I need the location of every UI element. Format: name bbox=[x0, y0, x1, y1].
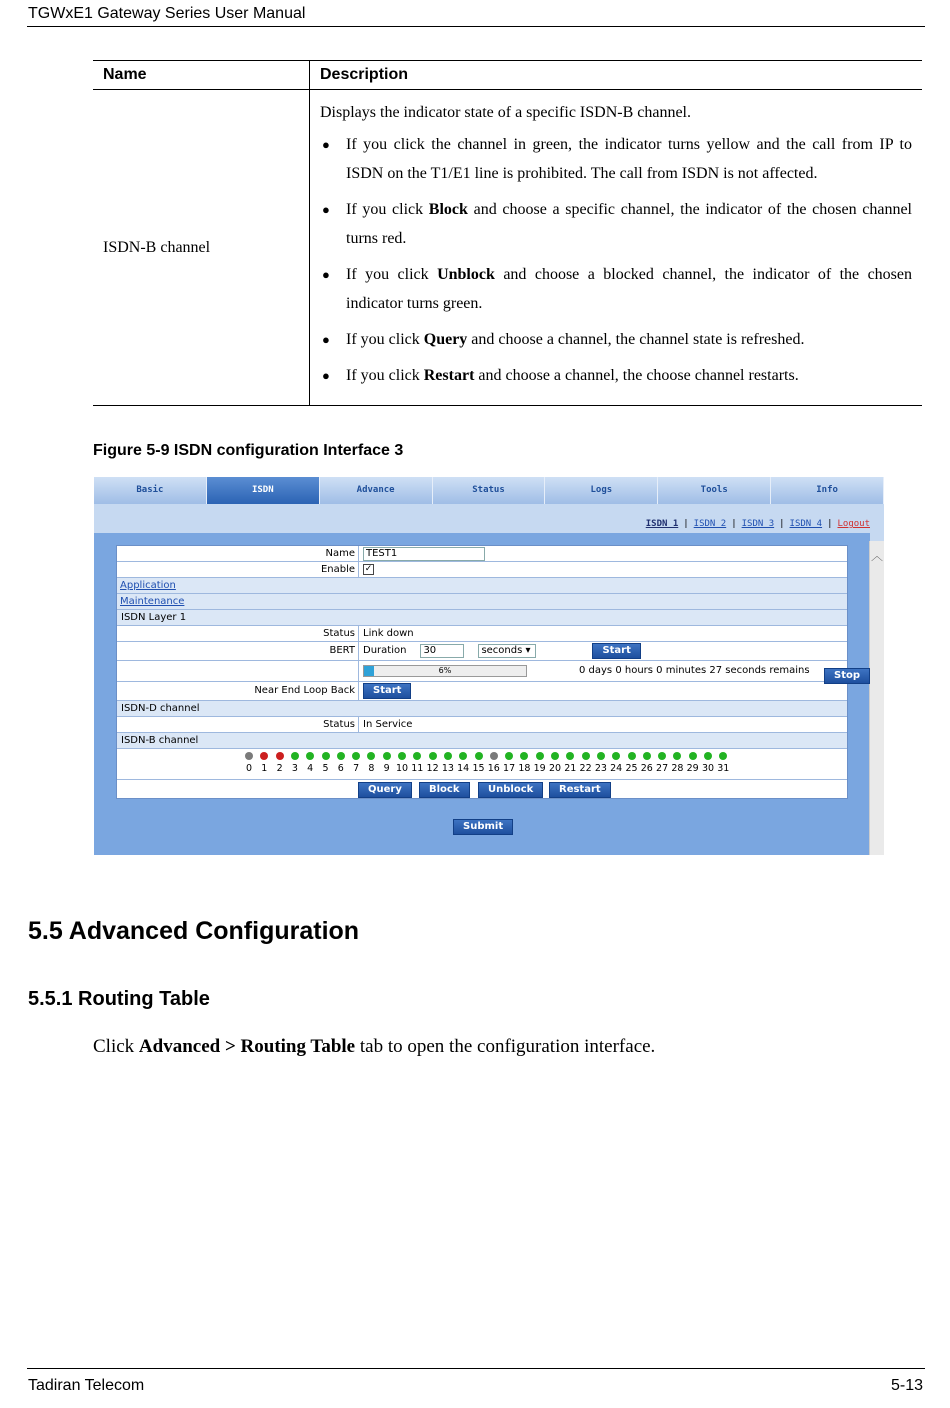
channel-number: 18 bbox=[518, 763, 531, 774]
channel-led[interactable] bbox=[322, 752, 330, 760]
channel-led[interactable] bbox=[551, 752, 559, 760]
channel-led[interactable] bbox=[306, 752, 314, 760]
channel-number: 11 bbox=[411, 763, 424, 774]
channel-led[interactable] bbox=[566, 752, 574, 760]
channel-led[interactable] bbox=[704, 752, 712, 760]
channel-led[interactable] bbox=[505, 752, 513, 760]
channel-led[interactable] bbox=[597, 752, 605, 760]
tab-status[interactable]: Status bbox=[433, 477, 546, 504]
restart-button[interactable]: Restart bbox=[549, 782, 611, 798]
channel-indicators bbox=[117, 749, 847, 780]
figure-caption: Figure 5-9 ISDN configuration Interface 3 bbox=[93, 442, 404, 459]
column-header-name: Name bbox=[93, 61, 310, 90]
isdn-config-screenshot bbox=[94, 477, 884, 855]
section-isdn-d-channel: ISDN-D channel bbox=[121, 703, 200, 714]
channel-number: 6 bbox=[337, 763, 344, 774]
bullet-icon: ● bbox=[322, 267, 330, 282]
bert-label: BERT bbox=[117, 642, 359, 660]
status-value: Link down bbox=[363, 628, 414, 639]
chevron-down-icon: ▾ bbox=[525, 645, 531, 656]
description-table bbox=[93, 60, 922, 406]
bullet-item: ● If you click Query and choose a channel, the channel state is refreshed. bbox=[320, 325, 912, 354]
isdn-form bbox=[116, 545, 848, 799]
channel-led[interactable] bbox=[383, 752, 391, 760]
duration-input[interactable]: 30 bbox=[420, 644, 464, 658]
column-header-description: Description bbox=[310, 61, 923, 90]
channel-led[interactable] bbox=[582, 752, 590, 760]
enable-label: Enable bbox=[117, 562, 359, 577]
name-label: Name bbox=[117, 546, 359, 561]
scrollbar[interactable] bbox=[869, 541, 884, 855]
section-isdn-b-channel: ISDN-B channel bbox=[121, 735, 199, 746]
channel-number: 4 bbox=[307, 763, 314, 774]
remaining-time-text: 0 days 0 hours 0 minutes 27 seconds remains bbox=[579, 665, 810, 676]
isdn-port-links: ISDN 1 | ISDN 2 | ISDN 3 | ISDN 4 | Logout bbox=[645, 519, 870, 529]
name-input[interactable]: TEST1 bbox=[363, 547, 485, 561]
channel-led[interactable] bbox=[444, 752, 452, 760]
duration-label: Duration bbox=[363, 645, 407, 656]
channel-number: 16 bbox=[487, 763, 500, 774]
body-paragraph: Click Advanced > Routing Table tab to open the configuration interface. bbox=[93, 1036, 656, 1057]
application-link[interactable]: Application bbox=[120, 580, 176, 591]
tab-tools[interactable]: Tools bbox=[658, 477, 771, 504]
channel-led[interactable] bbox=[352, 752, 360, 760]
channel-number: 19 bbox=[533, 763, 546, 774]
channel-number: 12 bbox=[426, 763, 439, 774]
channel-action-buttons bbox=[117, 780, 847, 798]
block-button[interactable]: Block bbox=[419, 782, 470, 798]
channel-led[interactable] bbox=[643, 752, 651, 760]
progress-fill bbox=[364, 666, 374, 676]
channel-number: 28 bbox=[671, 763, 684, 774]
bullet-icon: ● bbox=[322, 202, 330, 217]
channel-number: 5 bbox=[322, 763, 329, 774]
tab-basic[interactable]: Basic bbox=[94, 477, 207, 504]
channel-number: 25 bbox=[625, 763, 638, 774]
channel-led[interactable] bbox=[367, 752, 375, 760]
channel-led[interactable] bbox=[612, 752, 620, 760]
subsection-heading: 5.5.1 Routing Table bbox=[28, 988, 210, 1010]
channel-number: 22 bbox=[579, 763, 592, 774]
header-rule bbox=[27, 26, 925, 27]
logout-link[interactable]: Logout bbox=[837, 519, 870, 529]
submit-button[interactable]: Submit bbox=[453, 819, 513, 835]
status-label: Status bbox=[117, 626, 359, 641]
channel-led[interactable] bbox=[429, 752, 437, 760]
channel-number: 21 bbox=[564, 763, 577, 774]
channel-number: 30 bbox=[701, 763, 715, 774]
channel-led[interactable] bbox=[673, 752, 681, 760]
loopback-label: Near End Loop Back bbox=[117, 682, 359, 700]
channel-number: 3 bbox=[291, 763, 298, 774]
channel-number: 29 bbox=[686, 763, 699, 774]
channel-led[interactable] bbox=[658, 752, 666, 760]
tab-logs[interactable]: Logs bbox=[545, 477, 658, 504]
d-status-value: In Service bbox=[363, 719, 413, 730]
unblock-button[interactable]: Unblock bbox=[478, 782, 543, 798]
bullet-item: ● If you click Unblock and choose a blocked channel, the indicator of the chosen indicator turns green. bbox=[320, 260, 912, 318]
link-isdn-1[interactable]: ISDN 1 bbox=[645, 519, 679, 529]
channel-led[interactable] bbox=[337, 752, 345, 760]
channel-led[interactable] bbox=[719, 752, 727, 760]
channel-led[interactable] bbox=[260, 752, 268, 760]
channel-led[interactable] bbox=[398, 752, 406, 760]
page-number: 5-13 bbox=[890, 1377, 923, 1394]
channel-number: 27 bbox=[656, 763, 669, 774]
enable-checkbox[interactable]: ✓ bbox=[364, 564, 373, 574]
channel-number: 31 bbox=[717, 763, 730, 774]
running-header: TGWxE1 Gateway Series User Manual bbox=[28, 5, 306, 22]
channel-number: 0 bbox=[245, 763, 253, 774]
footer-company: Tadiran Telecom bbox=[28, 1377, 145, 1394]
channel-number: 24 bbox=[610, 763, 623, 774]
channel-number: 15 bbox=[472, 763, 485, 774]
channel-number: 8 bbox=[368, 763, 375, 774]
bert-progress-bar: 6% bbox=[363, 665, 527, 677]
channel-number: 7 bbox=[353, 763, 360, 774]
bullet-icon: ● bbox=[322, 137, 330, 152]
channel-number: 23 bbox=[594, 763, 607, 774]
channel-led[interactable] bbox=[628, 752, 636, 760]
channel-led[interactable] bbox=[245, 752, 253, 760]
d-status-label: Status bbox=[117, 717, 359, 732]
channel-number: 14 bbox=[457, 763, 470, 774]
description-intro: Displays the indicator state of a specific ISDN-B channel. bbox=[320, 104, 691, 121]
loopback-start-button[interactable]: Start bbox=[363, 683, 411, 699]
query-button[interactable]: Query bbox=[358, 782, 412, 798]
channel-number: 17 bbox=[503, 763, 516, 774]
channel-number: 10 bbox=[395, 763, 409, 774]
channel-led[interactable] bbox=[291, 752, 299, 760]
row-name: ISDN-B channel bbox=[93, 90, 310, 406]
maintenance-link[interactable]: Maintenance bbox=[120, 596, 185, 607]
channel-led[interactable] bbox=[520, 752, 528, 760]
tab-advance[interactable]: Advance bbox=[320, 477, 433, 504]
channel-led[interactable] bbox=[475, 752, 483, 760]
channel-led[interactable] bbox=[276, 752, 284, 760]
channel-led[interactable] bbox=[689, 752, 697, 760]
duration-unit-select[interactable]: seconds ▾ bbox=[478, 644, 536, 658]
section-isdn-layer1: ISDN Layer 1 bbox=[121, 612, 187, 623]
bullet-item: ● If you click the channel in green, the indicator turns yellow and the call from IP to ISDN on the T1/E1 line is prohibited. The call from ISDN is not affected. bbox=[320, 130, 912, 188]
channel-number: 1 bbox=[261, 763, 268, 774]
channel-led[interactable] bbox=[490, 752, 498, 760]
channel-number: 9 bbox=[383, 763, 390, 774]
channel-led[interactable] bbox=[459, 752, 467, 760]
channel-number: 20 bbox=[548, 763, 562, 774]
link-isdn-3[interactable]: ISDN 3 bbox=[741, 519, 775, 529]
bert-start-button[interactable]: Start bbox=[592, 643, 640, 659]
channel-number: 26 bbox=[640, 763, 653, 774]
channel-led[interactable] bbox=[413, 752, 421, 760]
tab-isdn[interactable]: ISDN bbox=[207, 477, 320, 504]
section-heading: 5.5 Advanced Configuration bbox=[28, 917, 360, 945]
link-isdn-2[interactable]: ISDN 2 bbox=[693, 519, 727, 529]
row-description bbox=[310, 90, 923, 406]
channel-number: 2 bbox=[276, 763, 283, 774]
bert-stop-button[interactable]: Stop bbox=[824, 668, 870, 684]
channel-led[interactable] bbox=[536, 752, 544, 760]
link-isdn-4[interactable]: ISDN 4 bbox=[789, 519, 823, 529]
bullet-icon: ● bbox=[322, 368, 330, 383]
channel-number: 13 bbox=[441, 763, 454, 774]
nav-tabs bbox=[94, 477, 884, 504]
bullet-item: ● If you click Block and choose a specific channel, the indicator of the chosen channel turns red. bbox=[320, 195, 912, 253]
bullet-item: ● If you click Restart and choose a channel, the choose channel restarts. bbox=[320, 361, 912, 390]
scroll-up-icon[interactable]: ︿ bbox=[871, 549, 884, 563]
tab-info[interactable]: Info bbox=[771, 477, 884, 504]
footer-rule bbox=[27, 1368, 925, 1369]
bullet-icon: ● bbox=[322, 332, 330, 347]
